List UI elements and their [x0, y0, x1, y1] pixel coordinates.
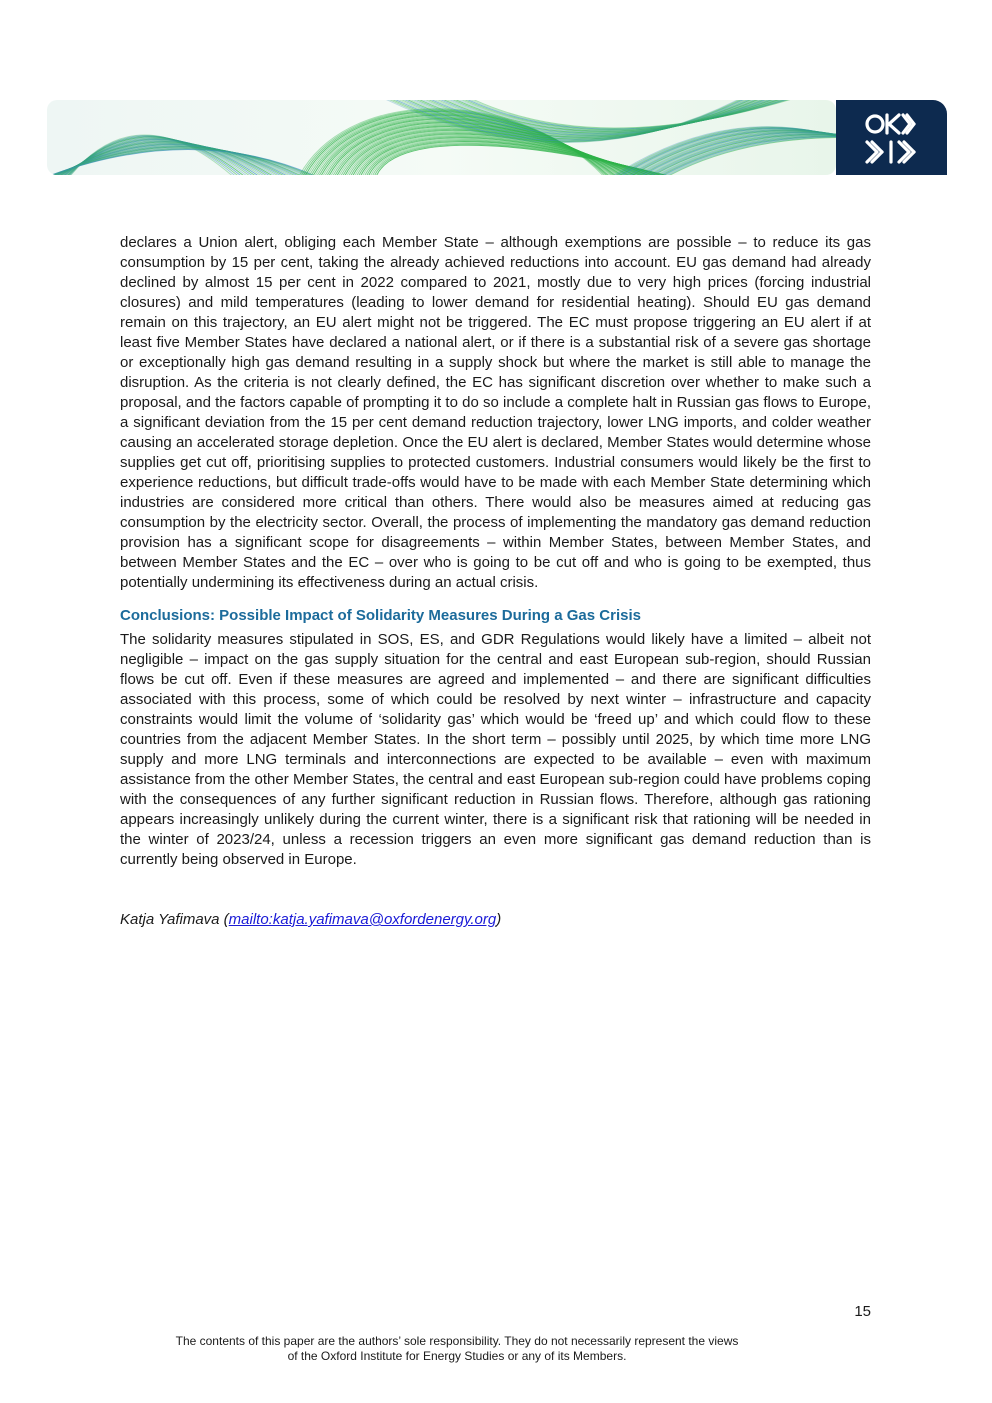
oies-logo-icon [863, 110, 919, 166]
author-name: Katja Yafimava [120, 911, 220, 928]
author-close-paren: ) [496, 911, 502, 928]
green-wave-banner-icon [47, 100, 836, 175]
disclaimer-line-2: of the Oxford Institute for Energy Studies or any of its Members. [287, 1349, 627, 1363]
author-line [120, 910, 871, 930]
author-email-link[interactable]: mailto:katja.yafimava@oxfordenergy.org [228, 911, 497, 928]
body-paragraph-1: declares a Union alert, obliging each Member State – although exemptions are possible – to reduce its gas consumption by 15 per cent, taking the already achieved reductions into account. EU gas demand had already declined by almost 15 per cent in 2022 compared to 2021, mostly due to very high prices (forcing industrial closures) and mild temperatures (leading to lower demand for residential heating). Should EU gas demand remain on this trajectory, an EU alert might not be triggered. The EC must propose triggering an EU alert if at least five Member States have declared a national alert, or if there is a substantial risk of a severe gas shortage or exceptionally high gas demand resulting in a supply shock but where the market is still able to manage the disruption. As the criteria is not clearly defined, the EC has significant discretion over whether to make such a proposal, and the factors capable of prompting it to do so include a complete halt in Russian gas flows to Europe, a significant deviation from the 15 per cent demand reduction trajectory, lower LNG imports, and colder weather causing an accelerated storage depletion. Once the EU alert is declared, Member States would determine whose supplies get cut off, prioritising supplies to protected customers. Industrial consumers would likely be the first to experience reductions, but difficult trade-offs would have to be made with each Member State determining which industries are considered more critical than others. There would also be measures aimed at reducing gas consumption by the electricity sector. Overall, the process of implementing the mandatory gas demand reduction provision has a significant scope for disagreements – within Member States, between Member States, and between Member States and the EC – over who is going to be cut off and who is going to be exempted, thus potentially undermining its effectiveness during an actual crisis. [120, 234, 871, 591]
oies-logo [836, 100, 947, 175]
disclaimer-line-1: The contents of this paper are the authors’ sole responsibility. They do not necessarily represent the views [175, 1334, 739, 1348]
section-heading: Conclusions: Possible Impact of Solidarity Measures During a Gas Crisis [120, 607, 641, 624]
author-open-paren: ( [223, 911, 229, 928]
document-body [120, 233, 871, 930]
body-paragraph-2: The solidarity measures stipulated in SOS, ES, and GDR Regulations would likely have a limited – albeit not negligible – impact on the gas supply situation for the central and east European sub-region, should Russian flows be cut off. Even if these measures are agreed and implemented – and there are significant difficulties associated with this process, some of which could be resolved by next winter – infrastructure and capacity constraints would limit the volume of ‘solidarity gas’ which would be ‘freed up’ and which could flow to these countries from the adjacent Member States. In the short term – possibly until 2025, by which time more LNG supply and more LNG terminals and interconnections are expected to be available – even with maximum assistance from the other Member States, the central and east European sub-region could have problems coping with the consequences of any further significant reduction in Russian flows. Therefore, although gas rationing appears increasingly unlikely during the current winter, there is a significant risk that rationing will be needed in the winter of 2023/24, unless a recession triggers an even more significant gas demand reduction than is currently being observed in Europe. [120, 631, 871, 868]
footer-disclaimer [0, 1334, 914, 1364]
header-banner [47, 100, 947, 175]
page-number: 15 [854, 1303, 871, 1320]
